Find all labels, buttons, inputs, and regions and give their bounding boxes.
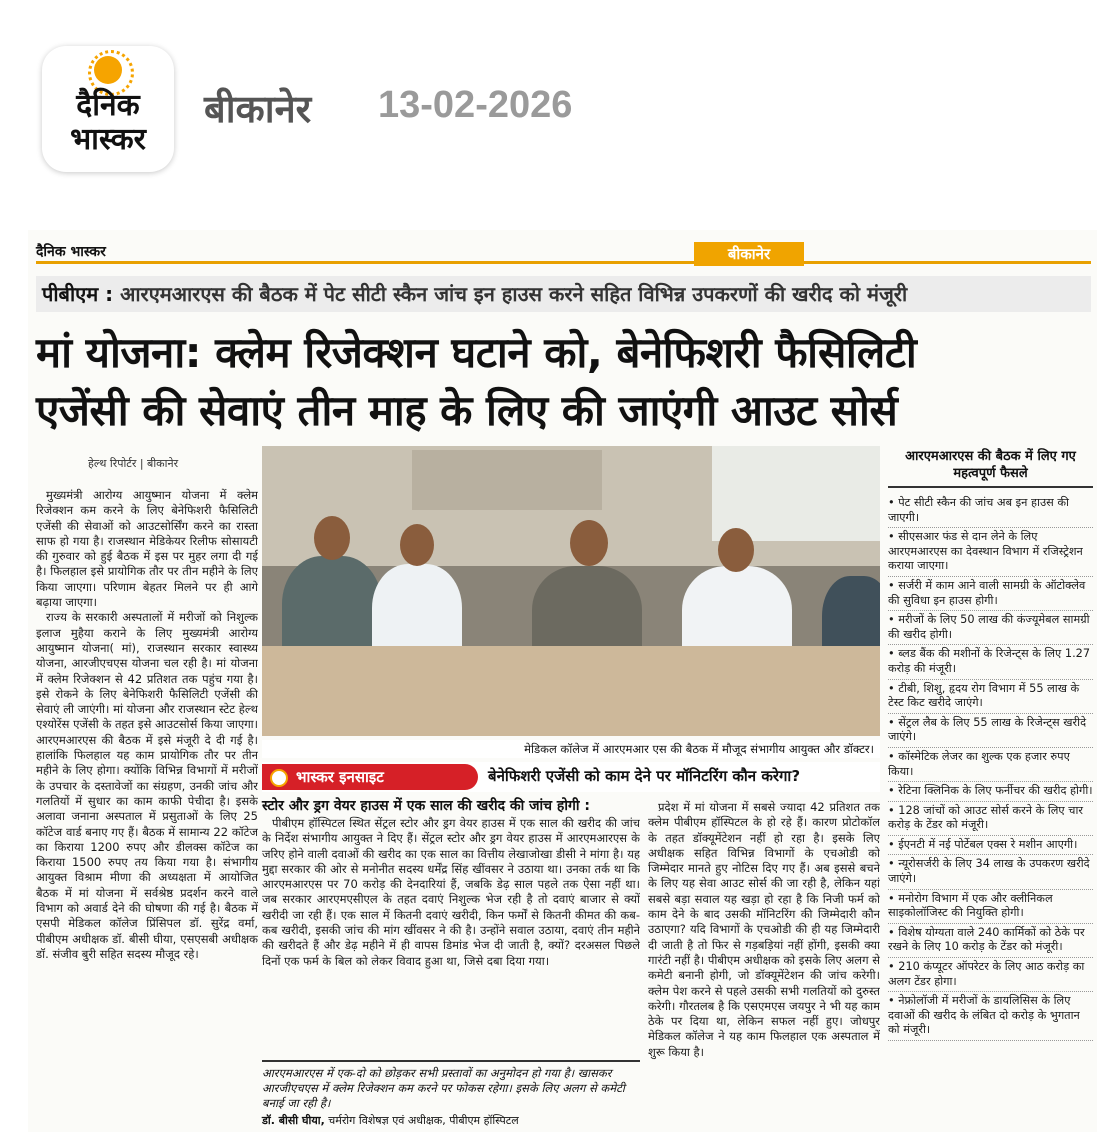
meeting-photo [262,446,880,736]
decision-item: • सेंट्रल लैब के लिए 55 लाख के रिजेन्ट्स खरीदे जाएंगे। [888,714,1093,748]
insight-question: बेनेफिशरी एजेंसी को काम देने पर मॉनिटरिंग कौन करेगा? [488,767,801,785]
masthead-city-tag: बीकानेर [694,242,804,266]
logo-line-1: दैनिक [76,88,140,123]
middle-subheading: स्टोर और ड्रग वेयर हाउस में एक साल की खरीद की जांच होगी : [262,798,590,814]
decision-item: • मनोरोग विभाग में एक और क्लीनिकल साइकोलॉजिस्ट की नियुक्ति होगी। [888,890,1093,924]
insight-tag-label: भास्कर इनसाइट [296,768,384,786]
decision-item: • रेटिना क्लिनिक के लिए फर्नीचर की खरीद होगी। [888,782,1093,802]
left-column [36,488,258,1128]
headline-line-2: एजेंसी की सेवाएं तीन माह के लिए की जाएंगी आउट सोर्स [36,386,898,435]
photo-caption: मेडिकल कॉलेज में आरएमआर एस की बैठक में मौजूद संभागीय आयुक्त और डॉक्टर। [262,740,880,758]
quote-author-name: डॉ. बीसी घीया, [262,1114,325,1127]
app-header [0,0,1097,228]
photo-person-head [400,524,434,566]
decision-item: • ईएनटी में नई पोर्टेबल एक्स रे मशीन आएगी। [888,836,1093,856]
photo-person-head [570,520,608,566]
left-paragraph-1: मुख्यमंत्री आरोग्य आयुष्मान योजना में क्लेम रिजेक्शन कम करने के लिए बेनेफिशरी फैसिलिटी एजेंसी की सेवाओं को आउटसोर्सिंग करने का रास्ता साफ हो गया है। राजस्थान मेडिकेयर रिलीफ सोसायटी की गुरुवार को हुई बैठक में इस पर मुहर लगा दी गई है। फिलहाल इसे प्रायोगिक तौर पर तीन महीने के लिए किया जाएगा। परिणाम बेहतर मिलने पर ही आगे बढ़ाया जाएगा। [36,488,258,610]
decision-item: • 210 कंप्यूटर ऑपरेटर के लिए आठ करोड़ का अलग टेंडर होगा। [888,958,1093,992]
quote-box [262,1060,640,1132]
insight-banner [262,762,880,792]
decision-item: • मरीजों के लिए 50 लाख की कंज्यूमेबल सामग्री की खरीद होगी। [888,611,1093,645]
decision-item: • 128 जांचों को आउट सोर्स करने के लिए चार करोड़ के टेंडर को मंजूरी। [888,802,1093,836]
decision-item: • कॉस्मेटिक लेजर का शुल्क एक हजार रुपए किया। [888,748,1093,782]
kicker-text: आरएमआरएस की बैठक में पेट सीटी स्कैन जांच इन हाउस करने सहित विभिन्न उपकरणों की खरीद को मंजूरी [120,282,908,306]
newspaper-clipping [28,230,1097,1132]
photo-person-head [718,528,754,572]
right-column [648,800,880,1132]
quote-text: आरएमआरएस में एक-दो को छोड़कर सभी प्रस्तावों का अनुमोदन हो गया है। खासकर आरजीएचएस में क्लेम रिजेक्शन कम करने पर फोकस रहेगा। इसके लिए अलग से कमेटी बनाई जा रही है। [262,1066,625,1110]
headline-line-1: मां योजना: क्लेम रिजेक्शन घटाने को, बेनेफिशरी फैसिलिटी [36,328,917,377]
decision-item: • ब्लड बैंक की मशीनों के रिजेन्ट्स के लिए 1.27 करोड़ की मंजूरी। [888,645,1093,679]
photo-window [712,446,880,541]
byline: हेल्थ रिपोर्टर | बीकानेर [88,457,179,470]
right-paragraph: प्रदेश में मां योजना में सबसे ज्यादा 42 प्रतिशत तक क्लेम पीबीएम हॉस्पिटल के हो रहे हैं। कारण प्रोटोकॉल के तहत डॉक्यूमेंटेशन नहीं हो रहा है। इसके लिए अधीक्षक सहित विभिन्न विभागों के एचओडी को जिम्मेदार मानते हुए नोटिस दिए गए हैं। अब इससे बचने के लिए यह सेवा आउट सोर्स की जा रही है, लेकिन यहां सबसे बड़ा सवाल यह खड़ा हो रहा है कि निजी फर्म को काम देने के बाद उसकी मॉनिटरिंग की जिम्मेदारी कौन उठाएगा? यदि विभागों के एचओडी की ही यह जिम्मेदारी दी जाती है तो फिर से गड़बड़ियां नहीं होंगी, इसकी क्या गारंटी नहीं है। पीबीएम अधीक्षक को इसके लिए अलग से कमेटी बनानी होगी, जो डॉक्यूमेंटेशन की जांच करेगी। क्लेम पेश करने से पहले उसकी सभी गलतियों को दुरुस्त करेगी। गौरतलब है कि एसएमएस जयपुर ने भी यह काम ठेके पर दिया था, लेकिन सफल नहीं हुए। जोधपुर मेडिकल कॉलेज ने यह काम फिलहाल एक अस्पताल में शुरू किया है। [648,800,880,1059]
photo-person-head [314,516,350,560]
edition-date: 13-02-2026 [378,84,573,126]
middle-column [262,816,640,1056]
photo-screen [412,450,602,510]
dainik-bhaskar-logo[interactable] [42,46,174,172]
decisions-title: आरएमआरएस की बैठक में लिए गए महत्वपूर्ण फैसले [888,448,1093,488]
edition-city: बीकानेर [204,87,312,131]
masthead [36,242,1091,264]
kicker-line [36,276,1091,312]
left-paragraph-2: राज्य के सरकारी अस्पतालों में मरीजों को निशुल्क इलाज मुहैया कराने के लिए मुख्यमंत्री आरोग्य आयुष्मान योजना( मां), राजस्थान सरकार स्वास्थ्य योजना, आरजीएचएस योजना चल रही है। मां योजना में क्लेम रिजेक्शन से 42 प्रतिशत तक पहुंच गया है। इसे रोकने के लिए बेनेफिशरी फैसिलिटी एजेंसी की सेवाएं ली जाएंगी। मां योजना और राजस्थान स्टेट हेल्थ एश्योरेंस एजेंसी के तहत इसे आउटसोर्स किया जाएगा। आरएमआरएस की बैठक में इसे मंजूरी दे दी गई है। हालांकि फिलहाल यह काम प्रायोगिक तौर पर तीन महीने के लिए होगा। क्योंकि विभिन्न विभागों में मरीजों के उपचार के दस्तावेजों का संग्रहण, उनकी जांच और गलतियों में सुधार का काम काफी पेचीदा है। इसके अलावा जनाना अस्पताल में प्रसुताओं के लिए 25 कॉटेज वार्ड बनाए गए हैं। बैठक में सामान्य 22 कॉटेज का किराया 1200 रुपए और डीलक्स कॉटेज का किराया 1500 रुपए तय किया गया है। संभागीय आयुक्त विश्राम मीणा की अध्यक्षता में आयोजित बैठक में मां योजना में सर्वश्रेष्ठ प्रदर्शन करने वाले विभाग को अवार्ड देने की घोषणा की गई है। बैठक में एसपी मेडिकल कॉलेज प्रिंसिपल डॉ. सुरेंद्र वर्मा, पीबीएम अधीक्षक डॉ. बीसी घीया, एसएसबी अधीक्षक डॉ. संजीव बुरी सहित सदस्य मौजूद रहे। [36,610,258,961]
decision-item: • न्यूरोसर्जरी के लिए 34 लाख के उपकरण खरीदे जाएंगे। [888,855,1093,889]
decision-item: • विशेष योग्यता वाले 240 कार्मिकों को ठेके पर रखने के लिए 10 करोड़ के टेंडर को मंजूरी। [888,924,1093,958]
photo-table [262,646,880,736]
decision-item: • सर्जरी में काम आने वाली सामग्री के ऑटोक्लेव की सुविधा इन हाउस होगी। [888,577,1093,611]
decision-item: • नेफ्रोलॉजी में मरीजों के डायलिसिस के लिए दवाओं की खरीद के लंबित दो करोड़ के भुगतान को मंजूरी। [888,992,1093,1041]
decisions-box [888,448,1093,1128]
insight-tag [262,764,478,790]
middle-paragraph: पीबीएम हॉस्पिटल स्थित सेंट्रल स्टोर और ड्रग वेयर हाउस में एक साल की खरीद की जांच के निर्देश संभागीय आयुक्त ने दिए हैं। सेंट्रल स्टोर और ड्रग वेयर हाउस में आरएमआरएस के जरिए होने वाली दवाओं की खरीद का एक साल का वित्तीय लेखाजोखा डीसी ने मांगा है। यह मुद्दा सरकार की ओर से मनोनीत सदस्य धर्मेंद्र सिंह खींवसर ने उठाया था। उनका तर्क था कि आरएमआरएस पर 70 करोड़ की देनदारियां हैं, जबकि डेढ़ साल पहले तक ऐसा नहीं था। जब सरकार आरएमएसीएल के तहत दवाएं निशुल्क भेज रही है तो दवाएं बाजार से क्यों खरीदी जा रही हैं। एक साल में कितनी दवाएं खरीदी, किन फर्मों से कितनी कीमत की कब-कब खरीदी, इसकी जांच की मांग खींवसर ने की है। उन्होंने सवाल उठाया, दवाएं तीन महीने की खरीदते हैं और डेढ़ महीने में ही वापस डिमांड भेज दी जाती है, क्यों? दरअसल पिछले दिनों एक फर्म के बिल को लेकर विवाद हुआ था, जिसे दबा दिया गया। [262,816,640,968]
kicker-label: पीबीएम : [42,282,114,306]
bulb-icon [270,769,288,787]
masthead-logo: दैनिक भास्कर [36,244,106,260]
quote-author [262,1113,640,1128]
decision-item: • टीबी, शिशु, हृदय रोग विभाग में 55 लाख के टेस्ट किट खरीदे जाएंगे। [888,680,1093,714]
decision-item: • सीएसआर फंड से दान लेने के लिए आरएमआरएस का देवस्थान विभाग में रजिस्ट्रेशन कराया जाएगा। [888,528,1093,577]
quote-author-role: चर्मरोग विशेषज्ञ एवं अधीक्षक, पीबीएम हॉस्पिटल [328,1114,519,1127]
sun-logo-icon [94,56,122,84]
decision-item: • पेट सीटी स्कैन की जांच अब इन हाउस की जाएगी। [888,494,1093,528]
headline [36,324,1096,440]
logo-line-2: भास्कर [70,122,146,157]
decisions-list [888,494,1093,1041]
